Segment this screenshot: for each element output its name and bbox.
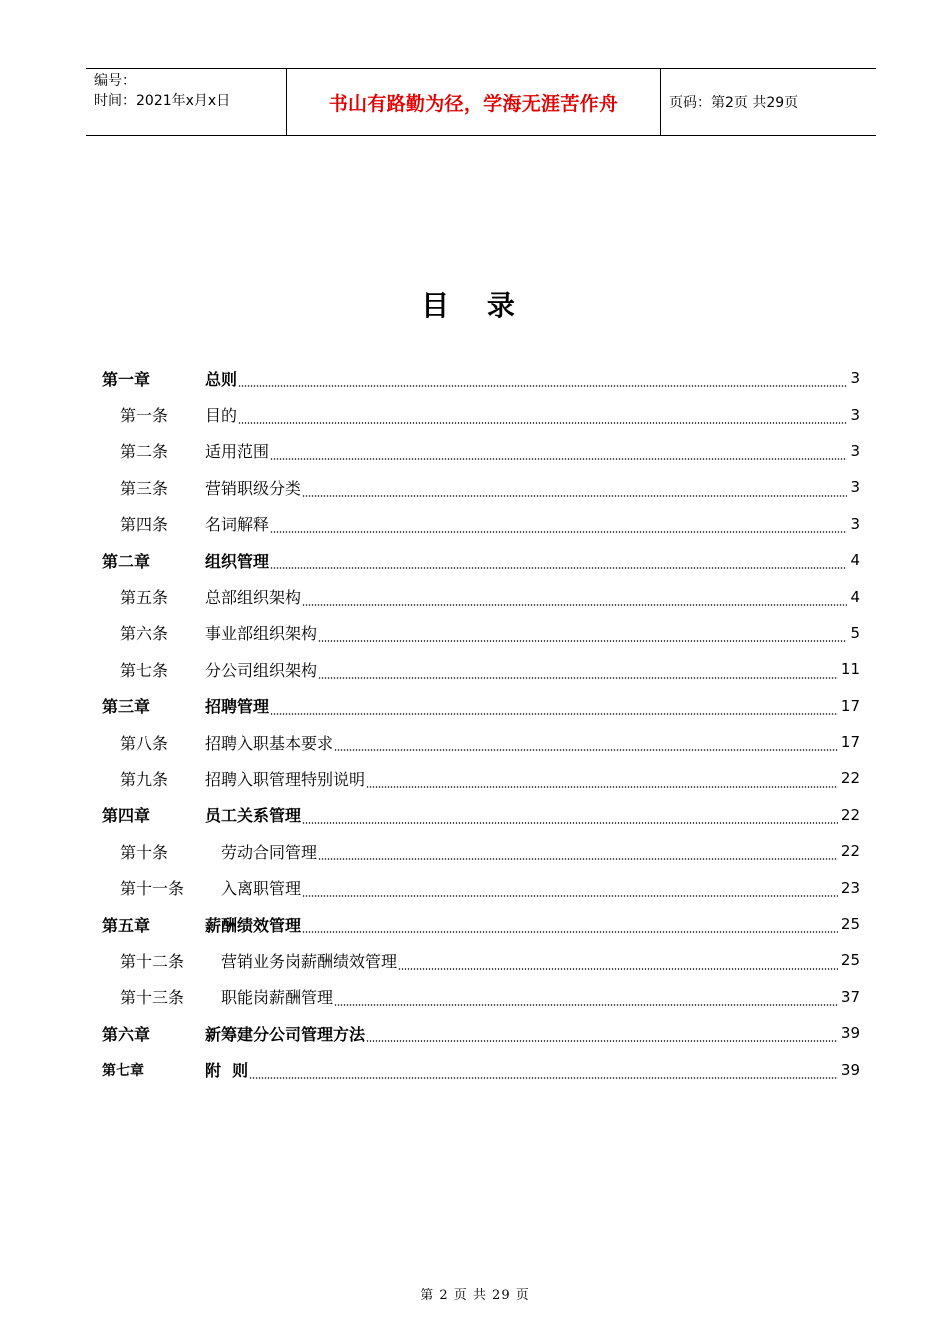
toc-entry-number: 第二条	[120, 442, 169, 462]
toc-entry-label: 职能岗薪酬管理	[221, 988, 334, 1008]
toc-leader-dots	[302, 495, 847, 497]
toc-entry-label: 招聘入职基本要求	[205, 733, 334, 753]
toc-leader-dots	[334, 749, 838, 751]
toc-entry-page: 17	[840, 733, 860, 752]
toc-entry-number: 第五条	[120, 588, 169, 608]
page-info-text: 页码：第2页 共29页	[669, 95, 799, 111]
toc-entry-label: 招聘入职管理特别说明	[205, 769, 366, 789]
toc-leader-dots	[318, 640, 847, 642]
toc-entry-page: 3	[850, 441, 860, 460]
toc-entry-page: 3	[850, 369, 860, 388]
toc-leader-dots	[270, 713, 838, 715]
toc-entry-number: 第六条	[120, 624, 169, 644]
toc-leader-dots	[318, 858, 838, 860]
toc-entry-page: 5	[850, 623, 860, 642]
toc-entry-label: 新筹建分公司管理方法	[205, 1024, 366, 1044]
toc-entry-number: 第一条	[120, 406, 169, 426]
toc-entry-label: 事业部组织架构	[205, 624, 318, 644]
toc-entry-page: 23	[840, 878, 860, 897]
toc-entry-page: 25	[840, 951, 860, 970]
toc-chapter-6[interactable]	[102, 1015, 860, 1051]
toc-entry-label: 薪酬绩效管理	[205, 915, 302, 935]
toc-chapter-4[interactable]	[102, 797, 860, 833]
toc-chapter-3[interactable]	[102, 688, 860, 724]
toc-leader-dots	[270, 458, 847, 460]
toc-entry-label: 入离职管理	[221, 879, 302, 899]
toc-leader-dots	[366, 1040, 838, 1042]
toc-article-3[interactable]	[102, 469, 860, 505]
toc-leader-dots	[302, 822, 838, 824]
toc-entry-page: 22	[840, 842, 860, 861]
page-footer	[0, 1284, 950, 1303]
toc-entry-page: 22	[840, 769, 860, 788]
toc-article-1[interactable]	[102, 396, 860, 432]
toc-entry-page: 39	[840, 1024, 860, 1043]
toc-entry-label: 适用范围	[205, 442, 270, 462]
toc-chapter-2[interactable]	[102, 542, 860, 578]
document-number-label: 编号：	[94, 73, 136, 89]
toc-chapter-7[interactable]	[102, 1051, 860, 1087]
toc-chapter-5[interactable]	[102, 906, 860, 942]
toc-article-8[interactable]	[102, 724, 860, 760]
toc-entry-number: 第四章	[102, 806, 151, 826]
toc-entry-label: 分公司组织架构	[205, 660, 318, 680]
toc-article-9[interactable]	[102, 760, 860, 796]
table-of-contents	[102, 360, 860, 1088]
toc-entry-number: 第十一条	[120, 879, 185, 899]
toc-leader-dots	[249, 1077, 838, 1079]
toc-leader-dots	[302, 604, 847, 606]
toc-entry-page: 25	[840, 915, 860, 934]
toc-entry-label: 劳动合同管理	[221, 842, 318, 862]
toc-entry-page: 3	[850, 405, 860, 424]
toc-entry-number: 第十二条	[120, 951, 185, 971]
document-time: 时间：2021年x月x日	[94, 93, 231, 109]
toc-entry-label: 组织管理	[205, 551, 270, 571]
toc-entry-number: 第四条	[120, 515, 169, 535]
toc-entry-number: 第二章	[102, 551, 151, 571]
toc-entry-label: 招聘管理	[205, 697, 270, 717]
toc-entry-number: 第八条	[120, 733, 169, 753]
page-header	[86, 68, 876, 136]
toc-entry-number: 第六章	[102, 1024, 151, 1044]
toc-entry-page: 39	[840, 1060, 860, 1079]
toc-article-4[interactable]	[102, 506, 860, 542]
toc-title: 目 录	[421, 289, 529, 322]
header-page-info	[661, 69, 876, 135]
toc-entry-number: 第七条	[120, 660, 169, 680]
toc-entry-label: 总则	[205, 369, 238, 389]
toc-article-11[interactable]	[102, 869, 860, 905]
toc-article-7[interactable]	[102, 651, 860, 687]
toc-entry-page: 17	[840, 696, 860, 715]
toc-leader-dots	[334, 1004, 838, 1006]
toc-entry-number: 第三条	[120, 478, 169, 498]
toc-article-13[interactable]	[102, 979, 860, 1015]
toc-article-5[interactable]	[102, 578, 860, 614]
toc-entry-label: 总部组织架构	[205, 588, 302, 608]
toc-entry-number: 第十条	[120, 842, 169, 862]
toc-chapter-1[interactable]	[102, 360, 860, 396]
toc-entry-label: 营销业务岗薪酬绩效管理	[221, 951, 398, 971]
footer-page-number: 第 2 页 共 29 页	[420, 1288, 530, 1303]
toc-leader-dots	[302, 895, 838, 897]
toc-leader-dots	[270, 567, 847, 569]
toc-entry-label: 目的	[205, 406, 238, 426]
toc-entry-label: 员工关系管理	[205, 806, 302, 826]
toc-article-12[interactable]	[102, 942, 860, 978]
toc-leader-dots	[238, 422, 847, 424]
toc-entry-page: 3	[850, 478, 860, 497]
toc-entry-page: 22	[840, 805, 860, 824]
header-motto: 书山有路勤为径，学海无涯苦作舟	[328, 92, 619, 115]
toc-article-6[interactable]	[102, 615, 860, 651]
toc-leader-dots	[398, 968, 838, 970]
toc-entry-page: 4	[850, 551, 860, 570]
toc-entry-number: 第九条	[120, 769, 169, 789]
toc-entry-number: 第三章	[102, 697, 151, 717]
toc-entry-page: 37	[840, 987, 860, 1006]
toc-entry-label: 附 则	[205, 1061, 249, 1081]
toc-article-10[interactable]	[102, 833, 860, 869]
toc-entry-label: 营销职级分类	[205, 478, 302, 498]
toc-entry-number: 第七章	[102, 1062, 144, 1079]
toc-entry-page: 11	[840, 660, 860, 679]
toc-entry-page: 3	[850, 514, 860, 533]
toc-leader-dots	[318, 677, 838, 679]
toc-leader-dots	[366, 786, 838, 788]
toc-entry-number: 第十三条	[120, 988, 185, 1008]
toc-leader-dots	[302, 931, 838, 933]
header-motto-cell	[287, 69, 661, 135]
toc-entry-label: 名词解释	[205, 515, 270, 535]
toc-entry-page: 4	[850, 587, 860, 606]
toc-entry-number: 第一章	[102, 369, 151, 389]
header-meta	[86, 69, 287, 135]
toc-entry-number: 第五章	[102, 915, 151, 935]
toc-leader-dots	[238, 385, 847, 387]
toc-leader-dots	[270, 531, 847, 533]
toc-article-2[interactable]	[102, 433, 860, 469]
